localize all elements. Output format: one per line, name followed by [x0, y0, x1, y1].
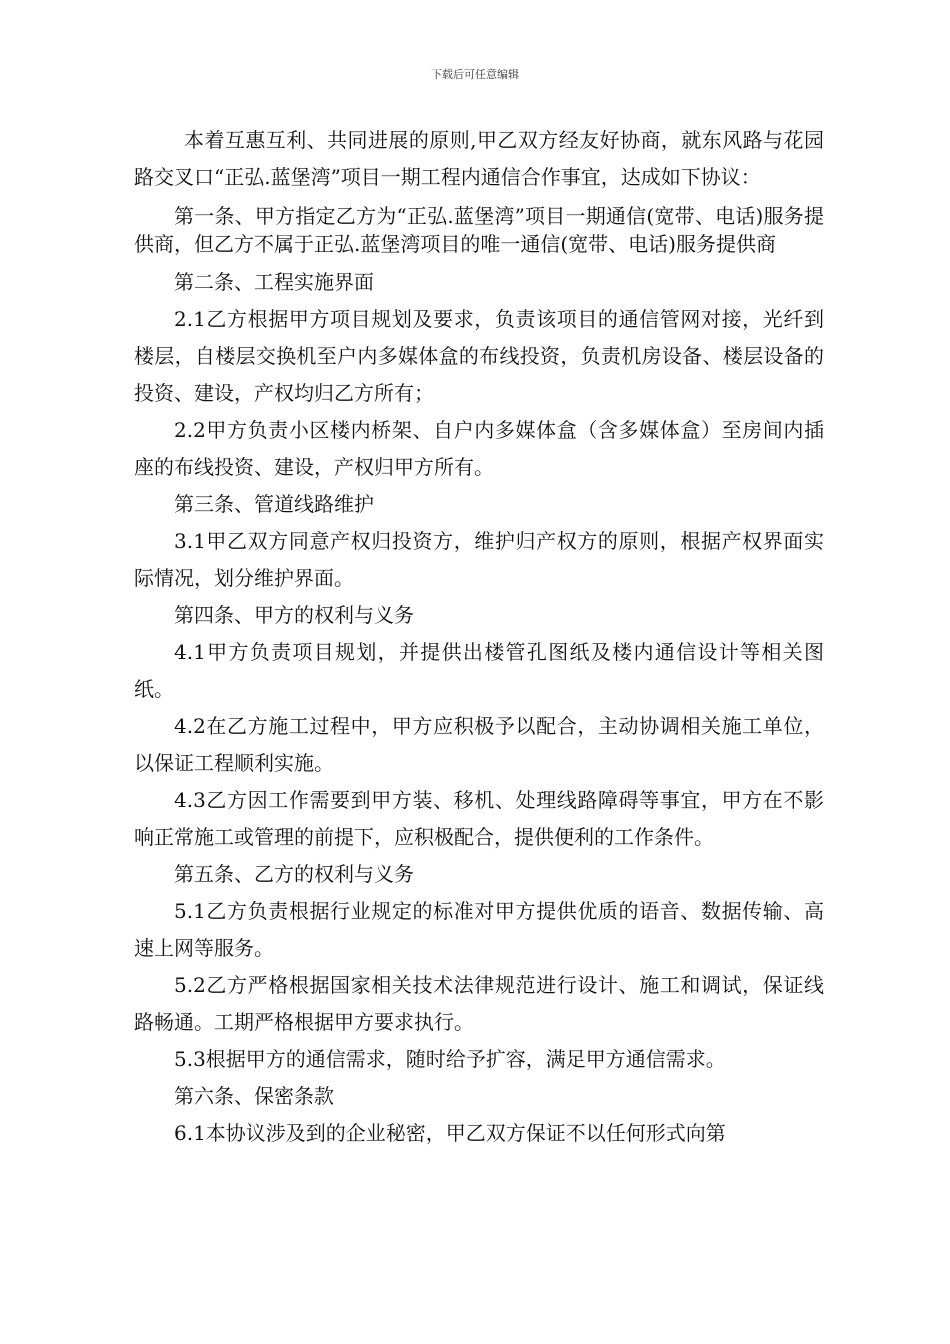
article-2-heading: 第二条、工程实施界面 — [174, 270, 374, 294]
clause-6-1: 6.1本协议涉及到的企业秘密，甲乙双方保证不以任何形式向第 — [174, 1121, 726, 1145]
clause-5-3: 5.3根据甲方的通信需求，随时给予扩容，满足甲方通信需求。 — [174, 1047, 726, 1071]
clause-5-1: 5.1乙方负责根据行业规定的标准对甲方提供优质的语音、数据传输、高速上网等服务。 — [134, 899, 824, 960]
clause-2-1: 2.1乙方根据甲方项目规划及要求，负责该项目的通信管网对接，光纤到楼层，自楼层交换机至户内多媒体盒的布线投资，负责机房设备、楼层设备的投资、建设，产权均归乙方所有； — [134, 307, 824, 405]
clause-3-1: 3.1甲乙双方同意产权归投资方，维护归产权方的原则，根据产权界面实际情况，划分维护界面。 — [134, 529, 824, 590]
header-note: 下载后可任意编辑 — [431, 68, 519, 81]
document-body — [134, 122, 824, 1152]
clause-4-3: 4.3乙方因工作需要到甲方装、移机、处理线路障碍等事宜，甲方在不影响正常施工或管理的前提下，应积极配合，提供便利的工作条件。 — [134, 788, 824, 849]
clause-4-2: 4.2在乙方施工过程中，甲方应积极予以配合，主动协调相关施工单位，以保证工程顺利实施。 — [134, 714, 824, 775]
clause-5-2: 5.2乙方严格根据国家相关技术法律规范进行设计、施工和调试，保证线路畅通。工期严格根据甲方要求执行。 — [134, 973, 824, 1034]
article-6-heading: 第六条、保密条款 — [174, 1084, 334, 1108]
clause-4-1: 4.1甲方负责项目规划，并提供出楼管孔图纸及楼内通信设计等相关图纸。 — [134, 640, 824, 701]
article-4-heading: 第四条、甲方的权利与义务 — [174, 603, 414, 627]
article-3-heading: 第三条、管道线路维护 — [174, 492, 374, 516]
intro-paragraph: 本着互惠互利、共同进展的原则,甲乙双方经友好协商，就东风路与花园路交叉口“正弘.蓝堡湾”项目一期工程内通信合作事宜，达成如下协议： — [134, 128, 824, 189]
clause-2-2: 2.2甲方负责小区楼内桥架、自户内多媒体盒（含多媒体盒）至房间内插座的布线投资、建设，产权归甲方所有。 — [134, 418, 824, 479]
article-5-heading: 第五条、乙方的权利与义务 — [174, 862, 414, 886]
article-1-paragraph: 第一条、甲方指定乙方为“正弘.蓝堡湾”项目一期通信(宽带、电话)服务提供商，但乙方不属于正弘.蓝堡湾项目的唯一通信(宽带、电话)服务提供商 — [134, 204, 824, 256]
